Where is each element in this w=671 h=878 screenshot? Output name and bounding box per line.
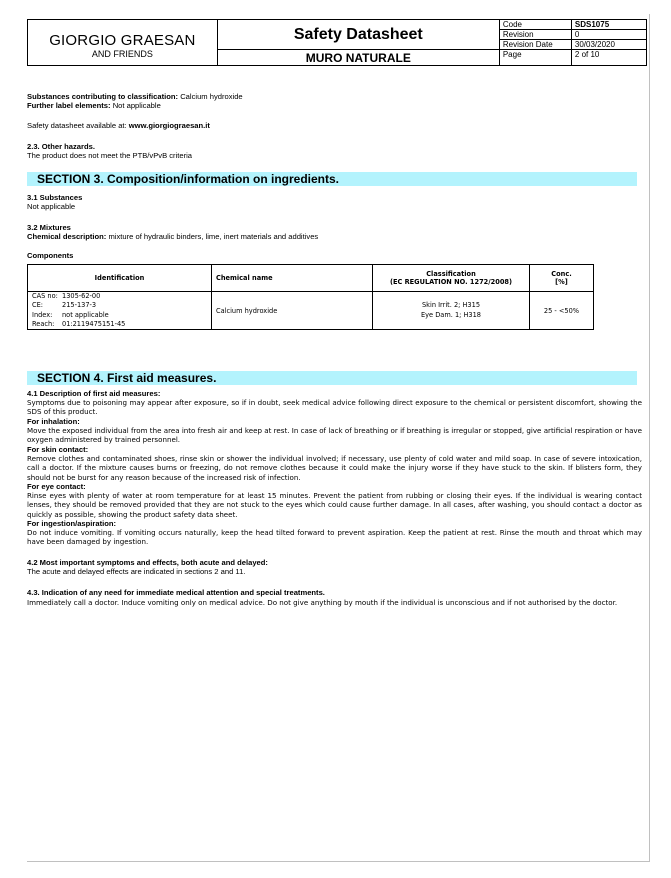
revision-date-label: Revision Date bbox=[499, 40, 571, 50]
eye-heading: For eye contact: bbox=[27, 482, 86, 491]
substances-text: Not applicable bbox=[27, 202, 76, 211]
other-hazards-text: The product does not meet the PTB/vPvB criteria bbox=[27, 151, 193, 160]
col-conc: Conc. [%] bbox=[530, 265, 594, 292]
product-name: MURO NATURALE bbox=[217, 50, 499, 66]
company-name: GIORGIO GRAESAN bbox=[49, 32, 196, 49]
identification-cell: CAS no: 1305-62-00 CE: 215-137-3 Index: not applicable Reach: 01:2119475151-45 bbox=[28, 292, 212, 330]
components-heading: Components bbox=[27, 251, 74, 260]
revision-value: 0 bbox=[571, 30, 646, 40]
code-value: SDS1075 bbox=[571, 20, 646, 30]
s41-text: Symptoms due to poisoning may appear after exposure, so if in doubt, seek medical advice following direct exposure to the chemical or persistent discomfort, showing the SDS of this product. bbox=[27, 398, 642, 417]
datasheet-available-line: Safety datasheet available at: www.giorgiograesan.it bbox=[27, 121, 210, 130]
ingestion-heading: For ingestion/aspiration: bbox=[27, 519, 117, 528]
s43-heading: 4.3. Indication of any need for immediate medical attention and special treatments. bbox=[27, 588, 325, 597]
conc-cell: 25 - <50% bbox=[530, 292, 594, 330]
inhalation-heading: For inhalation: bbox=[27, 417, 80, 426]
website-link[interactable]: www.giorgiograesan.it bbox=[128, 121, 210, 130]
s42-heading: 4.2 Most important symptoms and effects, both acute and delayed: bbox=[27, 558, 268, 567]
revision-date-value: 30/03/2020 bbox=[571, 40, 646, 50]
further-label-line: Further label elements: Not applicable bbox=[27, 101, 161, 110]
section4-title: SECTION 4. First aid measures. bbox=[27, 371, 637, 385]
components-table bbox=[27, 264, 594, 330]
other-hazards-heading: 2.3. Other hazards. bbox=[27, 142, 95, 151]
skin-heading: For skin contact: bbox=[27, 445, 89, 454]
company-block bbox=[28, 20, 218, 66]
page-label: Page bbox=[499, 50, 571, 66]
ingestion-text: Do not induce vomiting. If vomiting occurs naturally, keep the head tilted forward to prevent aspiration. Keep the patient at rest. Rinse the mouth and throat which may have been damaged by ingestion. bbox=[27, 528, 642, 547]
page-border-bottom bbox=[27, 861, 650, 862]
chemical-name-cell: Calcium hydroxide bbox=[212, 292, 373, 330]
revision-label: Revision bbox=[499, 30, 571, 40]
substances-heading: 3.1 Substances bbox=[27, 193, 83, 202]
s42-text: The acute and delayed effects are indicated in sections 2 and 11. bbox=[27, 567, 246, 576]
s41-heading: 4.1 Description of first aid measures: bbox=[27, 389, 161, 398]
table-row bbox=[28, 292, 594, 330]
doc-title: Safety Datasheet bbox=[217, 20, 499, 50]
col-classification: Classification (EC REGULATION NO. 1272/2008) bbox=[373, 265, 530, 292]
inhalation-text: Move the exposed individual from the area into fresh air and keep at rest. In case of lack of breathing or if breathing is irregular or stopped, give artificial respiration or have oxygen administered by trained personnel. bbox=[27, 426, 642, 445]
mixtures-heading: 3.2 Mixtures bbox=[27, 223, 71, 232]
page-value: 2 of 10 bbox=[571, 50, 646, 66]
eye-text: Rinse eyes with plenty of water at room temperature for at least 15 minutes. Prevent the patient from rubbing or closing their eyes. If the individual is wearing contact lenses, they should be removed provided that they are not stuck to the eyes which could cause further damage. In all cases, after washing, you should contact a doctor as quickly as possible, showing the product safety data sheet. bbox=[27, 491, 642, 519]
skin-text: Remove clothes and contaminated shoes, rinse skin or shower the individual involved; if necessary, use plenty of cold water and mild soap. In case of severe intoxication, call a doctor. If the mixture causes burns or freezing, do not remove clothes because it could make the injury worse if they have stuck to the skin. If blisters form, they should not be burst for any reason because of the increased risk of infection. bbox=[27, 454, 642, 482]
col-chemical-name: Chemical name bbox=[212, 265, 373, 292]
col-identification: Identification bbox=[28, 265, 212, 292]
classification-cell: Skin Irrit. 2; H315 Eye Dam. 1; H318 bbox=[373, 292, 530, 330]
document-header bbox=[27, 19, 647, 66]
substances-line: Substances contributing to classification: Calcium hydroxide bbox=[27, 92, 243, 101]
company-subtitle: AND FRIENDS bbox=[91, 49, 153, 59]
page-border-right bbox=[649, 14, 650, 861]
table-header-row bbox=[28, 265, 594, 292]
s43-text: Immediately call a doctor. Induce vomiting only on medical advice. Do not give anything by mouth if the individual is unconscious and if not authorised by the doctor. bbox=[27, 598, 618, 607]
section3-title: SECTION 3. Composition/information on ingredients. bbox=[27, 172, 637, 186]
code-label: Code bbox=[499, 20, 571, 30]
chemical-description: Chemical description: mixture of hydraulic binders, lime, inert materials and additives bbox=[27, 232, 319, 241]
